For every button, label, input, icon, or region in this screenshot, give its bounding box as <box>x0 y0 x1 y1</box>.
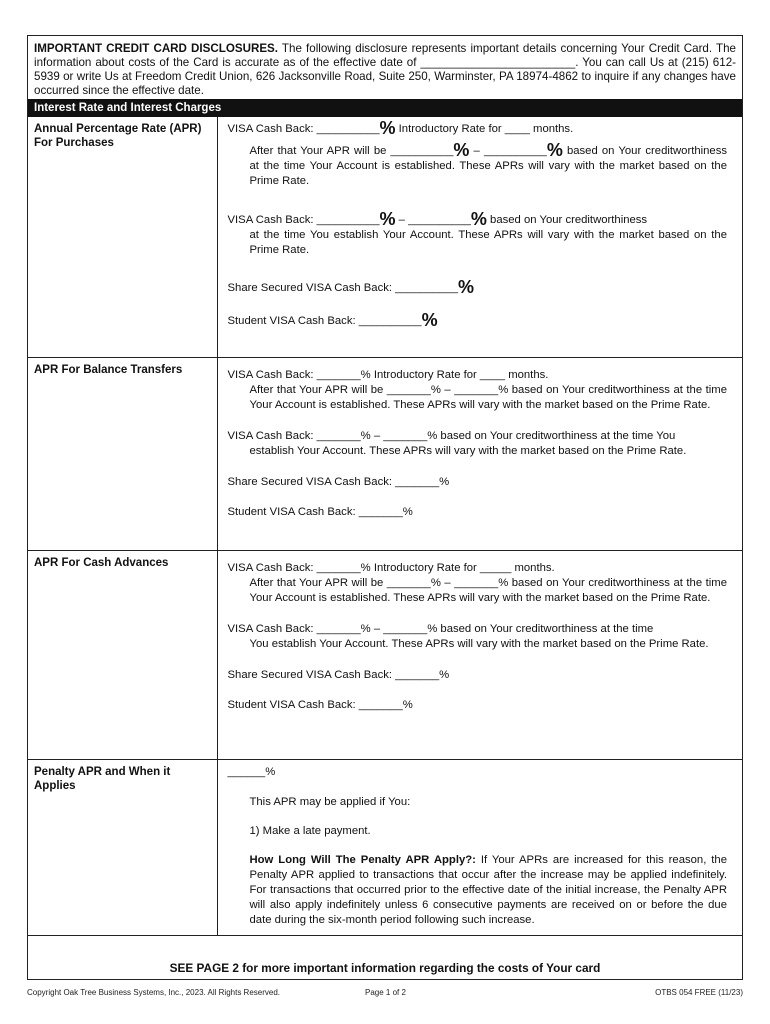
purchases-pct-1: % <box>379 118 396 138</box>
penalty-rate: ______% <box>227 765 276 778</box>
cash-line1: VISA Cash Back: _______% Introductory Rate for _____ months. <box>227 561 555 574</box>
penalty-how-text: If Your APRs are increased for this reason, the Penalty APR applied to transactions that occur after the increase may be applied indefinitely. For transactions that occurred prior to the effective date of the initial increase, the Penalty APR will also apply indefinitely unless 6 consecutive payments are received on or before the due date during the six-month period following such increase. <box>249 853 727 926</box>
disclosure-form <box>27 35 743 980</box>
cash-values <box>217 550 742 759</box>
cash-line2: After that Your APR will be _______% – _______% based on Your creditworthiness at the time Your Account is established. These APRs will vary with the market based on the Prime Rate. <box>249 576 727 604</box>
intro-paragraph <box>28 36 742 98</box>
purchases-line3d: at the time You establish Your Account. These APRs will vary with the market based on the Prime Rate. <box>249 229 727 256</box>
copyright: Copyright Oak Tree Business Systems, Inc., 2023. All Rights Reserved. <box>27 988 280 997</box>
penalty-how-heading: How Long Will The Penalty APR Apply?: <box>249 853 476 866</box>
cash-label: APR For Cash Advances <box>28 550 217 759</box>
balance-line1: VISA Cash Back: _______% Introductory Rate for ____ months. <box>227 368 549 381</box>
see-page-note: SEE PAGE 2 for more important information regarding the costs of Your card <box>169 961 601 975</box>
balance-line4: Share Secured VISA Cash Back: _______% <box>227 475 450 488</box>
purchases-line2b: – __________ <box>469 145 547 157</box>
cash-line5: Student VISA Cash Back: _______% <box>227 698 413 711</box>
purchases-line3b: – __________ <box>395 214 471 226</box>
purchases-line1a: VISA Cash Back: __________ <box>227 123 380 135</box>
intro-heading: IMPORTANT CREDIT CARD DISCLOSURES. <box>34 42 279 55</box>
intro-text: The following disclosure represents important details concerning Your Credit Card. The information about costs of the Card is accurate as of the effective date of ________________________. You can call Us at (215) 612-5939 or write Us at Freedom Credit Union, 626 Jacksonville Road, Suite 250, Warminster, PA 18974-4862 to inquire if any changes have occurred since the effective date. <box>34 42 736 97</box>
penalty-label: Penalty APR and When it Applies <box>28 759 217 935</box>
cash-line3b: You establish Your Account. These APRs will vary with the market based on the Prime Rate. <box>249 637 709 650</box>
penalty-values <box>217 759 742 935</box>
row-purchases <box>28 117 742 357</box>
purchases-pct-3: % <box>546 140 563 160</box>
form-number: OTBS 054 FREE (11/23) <box>655 988 743 997</box>
purchases-pct-4: % <box>379 209 396 229</box>
balance-line3b: establish Your Account. These APRs will vary with the market based on the Prime Rate. <box>249 444 687 457</box>
penalty-item1: 1) Make a late payment. <box>249 824 371 837</box>
cash-line4: Share Secured VISA Cash Back: _______% <box>227 668 450 681</box>
balance-values <box>217 357 742 550</box>
page-number: Page 1 of 2 <box>365 988 406 997</box>
cash-line3a: VISA Cash Back: _______% – _______% based on Your creditworthiness at the time <box>227 622 654 635</box>
purchases-pct-5: % <box>470 209 487 229</box>
section-bar: Interest Rate and Interest Charges <box>28 99 742 117</box>
balance-line5: Student VISA Cash Back: _______% <box>227 505 413 518</box>
purchases-line5: Student VISA Cash Back: __________ <box>227 315 422 327</box>
purchases-line2a: After that Your APR will be __________ <box>249 145 454 157</box>
purchases-values <box>217 117 742 357</box>
purchases-pct-7: % <box>421 310 438 330</box>
purchases-line1b: Introductory Rate for ____ months. <box>395 123 574 135</box>
penalty-applies: This APR may be applied if You: <box>249 795 411 808</box>
purchases-label: Annual Percentage Rate (APR) For Purchases <box>28 117 217 357</box>
row-penalty <box>28 759 742 935</box>
row-balance <box>28 357 742 550</box>
purchases-line2c: based on Your creditworthiness at the time Your Account is established. These APRs will vary with the market based on the Prime Rate. <box>249 145 727 187</box>
purchases-pct-2: % <box>453 140 470 160</box>
rates-table <box>28 117 742 936</box>
row-cash <box>28 550 742 759</box>
purchases-line3a: VISA Cash Back: __________ <box>227 214 380 226</box>
purchases-pct-6: % <box>458 277 475 297</box>
purchases-line3c: based on Your creditworthiness <box>486 214 648 226</box>
balance-line3a: VISA Cash Back: _______% – _______% based on Your creditworthiness at the time You <box>227 429 676 442</box>
balance-line2: After that Your APR will be _______% – _______% based on Your creditworthiness at the time Your Account is established. These APRs will vary with the market based on the Prime Rate. <box>249 383 727 411</box>
balance-label: APR For Balance Transfers <box>28 357 217 550</box>
purchases-line4: Share Secured VISA Cash Back: __________ <box>227 282 458 294</box>
